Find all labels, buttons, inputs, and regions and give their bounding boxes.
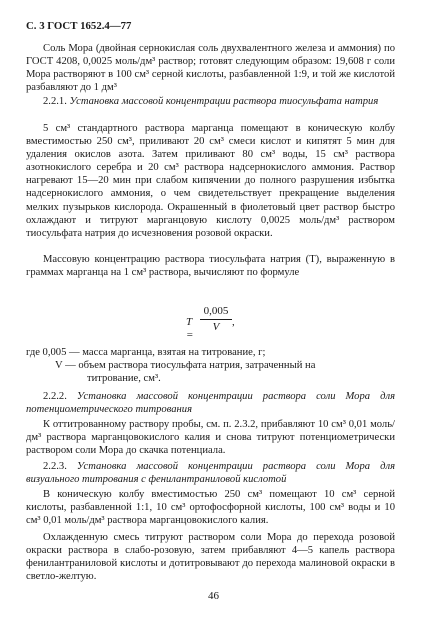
paragraph-visual-titration: В коническую колбу вместимостью 250 см³ помещают 10 см³ серной кислоты, разбавленной 1:1, 10 см³ ортофосфорной кислоты, 100 см³ воды и 10 см³ 0,01 моль/дм³ раствора марганцовокислого калия.	[26, 489, 395, 527]
formula-numerator: 0,005	[200, 305, 232, 320]
where-line-3: титрование, см³.	[87, 373, 161, 384]
formula-comma: ,	[232, 316, 235, 328]
section-number: 2.2.3.	[43, 461, 67, 472]
section-2-2-3-heading	[26, 460, 395, 486]
where-line-2: V — объем раствора тиосульфата натрия, затраченный на	[55, 360, 316, 371]
paragraph-formula-intro: Массовую концентрацию раствора тиосульфата натрия (T), выраженную в граммах марганца на 1 см³ раствора, вычисляют по формуле	[26, 254, 395, 279]
page-header: С. 3 ГОСТ 1652.4—77	[26, 20, 132, 32]
paragraph-mohr-salt: Соль Мора (двойная сернокислая соль двухвалентного железа и аммония) по ГОСТ 4208, 0,0025 моль/дм³ раствор; готовят следующим образом: 19,608 г соли Мора растворяют в 100 см³ серной кислоты, разбавленной 1:9, и той же кислотой разбавляют до 1 дм³	[26, 43, 395, 94]
formula-denominator: V	[212, 321, 220, 334]
formula-fraction	[200, 305, 232, 334]
section-title: Установка массовой концентрации раствора соли Мора для потенциометрического титрования	[26, 391, 395, 416]
section-title: Установка массовой концентрации раствора соли Мора для визуального титрования с фенилантраниловой кислотой	[26, 461, 395, 486]
paragraph-thiosulfate-procedure: 5 см³ стандартного раствора марганца помещают в коническую колбу вместимостью 250 см³, приливают 20 см³ смеси кислот и кипятят 5 мин для удаления окислов азота. Затем приливают 80 см³ воды, 15 см³ раствора азотнокислого серебра и 20 см³ раствора надсернокислого аммония. Раствор нагревают 15—20 мин при слабом кипячении до полного разрушения избытка надсернокислого аммония, о чем свидетельствует прекращение выделения мелких пузырьков кислорода. Окрашенный в фиолетовый цвет раствор быстро охлаждают и титруют марганцовую кислоту 0,0025 моль/дм³ раствором тиосульфата натрия до исчезновения розовой окраски.	[26, 123, 395, 239]
page-number: 46	[208, 590, 219, 602]
section-2-2-1-heading	[26, 95, 395, 108]
paragraph-cooled-mixture: Охлажденную смесь титруют раствором соли Мора до перехода розовой окраски раствора в слабо-розовую, затем прибавляют 4—5 капель раствора фенилантраниловой кислоты и дотитровывают до перехода малиновой окраски в светло-желтую.	[26, 532, 395, 583]
paragraph-potentiometric: К оттитрованному раствору пробы, см. п. 2.3.2, прибавляют 10 см³ 0,01 моль/дм³ раствора марганцовокислого калия и снова титруют потенциометрически раствором соли Мора до скачка потенциала.	[26, 419, 395, 457]
where-line-1: где 0,005 — масса марганца, взятая на титрование, г;	[26, 347, 266, 358]
section-2-2-2-heading	[26, 390, 395, 416]
section-number: 2.2.2.	[43, 391, 67, 402]
formula-lhs: T =	[186, 316, 194, 342]
section-number: 2.2.1.	[43, 96, 67, 107]
section-title: Установка массовой концентрации раствора тиосульфата натрия	[69, 96, 379, 107]
